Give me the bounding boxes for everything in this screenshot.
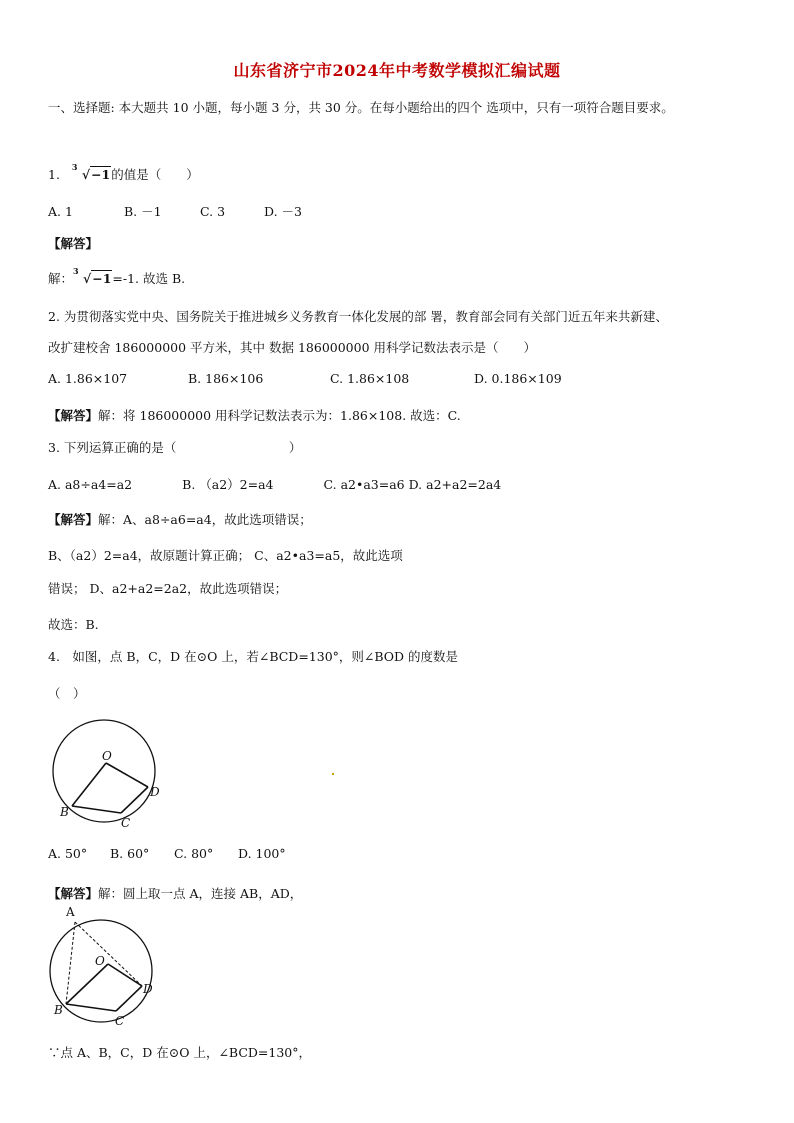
section-intro: 一、选择题: 本大题共 10 小题，每小题 3 分，共 30 分。在每小题给出的四个 选项中，只有一项符合题目要求。 [48,100,674,115]
segment-od [108,964,142,986]
q4-option-d: D. 100° [238,846,286,861]
segment-ob [72,763,106,806]
q4-option-a: A. 50° [48,846,88,861]
q2-stem-line-1: 2. 为贯彻落实党中央、国务院关于推进城乡义务教育一体化发展的部 署，教育部会同有关部门近五年来共新建、 [48,309,668,324]
q2-option-c: C. 1.86×108 [330,371,410,386]
q4-solution-figure [44,902,169,1032]
stray-dot [332,773,334,775]
cube-root-expression: 3 √−1 [73,266,112,286]
q1-stem-text: 的值是（ ） [111,167,199,182]
segment-ob [66,964,108,1004]
q4-option-b: B. 60° [110,846,150,861]
label-d: D [150,785,160,799]
q3-solution-line-1: 【解答】解：A、a8÷a6=a4，故此选项错误； [48,512,312,527]
q4-solution: 【解答】解：圆上取一点 A，连接 AB，AD， [48,886,303,901]
q4-option-c: C. 80° [174,846,214,861]
q3-solution-line-2: B、（a2）2=a4，故原题计算正确； C、a2•a3=a5，故此选项 [48,548,403,563]
q2-options [48,371,562,386]
segment-ad [75,922,142,986]
q1-option-c: C. 3 [200,204,226,219]
q4-answer-label: 【解答】 [48,886,99,901]
q3-solution-line-4: 故选：B. [48,617,99,632]
label-o: O [102,749,112,763]
label-d: D [143,982,153,996]
q1-option-d: D. －3 [264,204,302,219]
q1-solution: 解： 3 √−1=-1. 故选 B. [48,266,186,286]
q1-option-a: A. 1 [48,204,73,219]
segment-cd [116,986,142,1011]
q4-options [48,846,286,861]
label-c: C [121,816,131,830]
q2-solution: 【解答】解：将 186000000 用科学记数法表示为：1.86×108. 故选：C. [48,408,461,423]
label-o: O [95,954,105,968]
q2-stem-line-2: 改扩建校舍 186000000 平方米，其中 数据 186000000 用科学记数法表示是（ ） [48,340,537,355]
q3-options: A. a8÷a4=a2 B. （a2）2=a4 C. a2•a3=a6 D. a2+a2=2a4 [48,477,502,492]
label-b: B [60,805,69,819]
q2-option-a: A. 1.86×107 [48,371,128,386]
q1-number: 1. [48,167,60,182]
q2-answer-label: 【解答】 [48,408,99,423]
segment-bc [72,806,121,813]
q3-answer-label: 【解答】 [48,512,99,527]
q2-option-d: D. 0.186×109 [474,371,562,386]
q1-answer-label: 【解答】 [48,236,99,251]
segment-cd [121,787,148,813]
q4-bracket: （ ） [48,686,86,701]
segment-ab [66,922,75,1004]
document-title: 山东省济宁市2024年中考数学模拟汇编试题 [233,61,561,80]
q4-because-line: ∵点 A、B，C，D 在⊙O 上，∠BCD=130°， [48,1045,312,1060]
label-c: C [115,1014,125,1028]
q4-circle-figure [48,715,168,835]
cube-root-expression: 3 √−1 [71,162,111,182]
segment-bc [66,1004,116,1011]
label-a: A [66,905,75,919]
q4-stem: 4. 如图，点 B，C，D 在⊙O 上，若∠BCD=130°，则∠BOD 的度数是 [48,649,459,664]
q1-option-b: B. －1 [124,204,162,219]
q3-stem: 3. 下列运算正确的是（ ） [48,440,302,455]
q2-option-b: B. 186×106 [188,371,264,386]
q1-options [48,202,302,220]
segment-od [106,763,148,787]
label-b: B [54,1003,63,1017]
q3-solution-line-3: 错误； D、a2+a2=2a2，故此选项错误； [48,581,288,596]
q1-stem [48,162,199,183]
